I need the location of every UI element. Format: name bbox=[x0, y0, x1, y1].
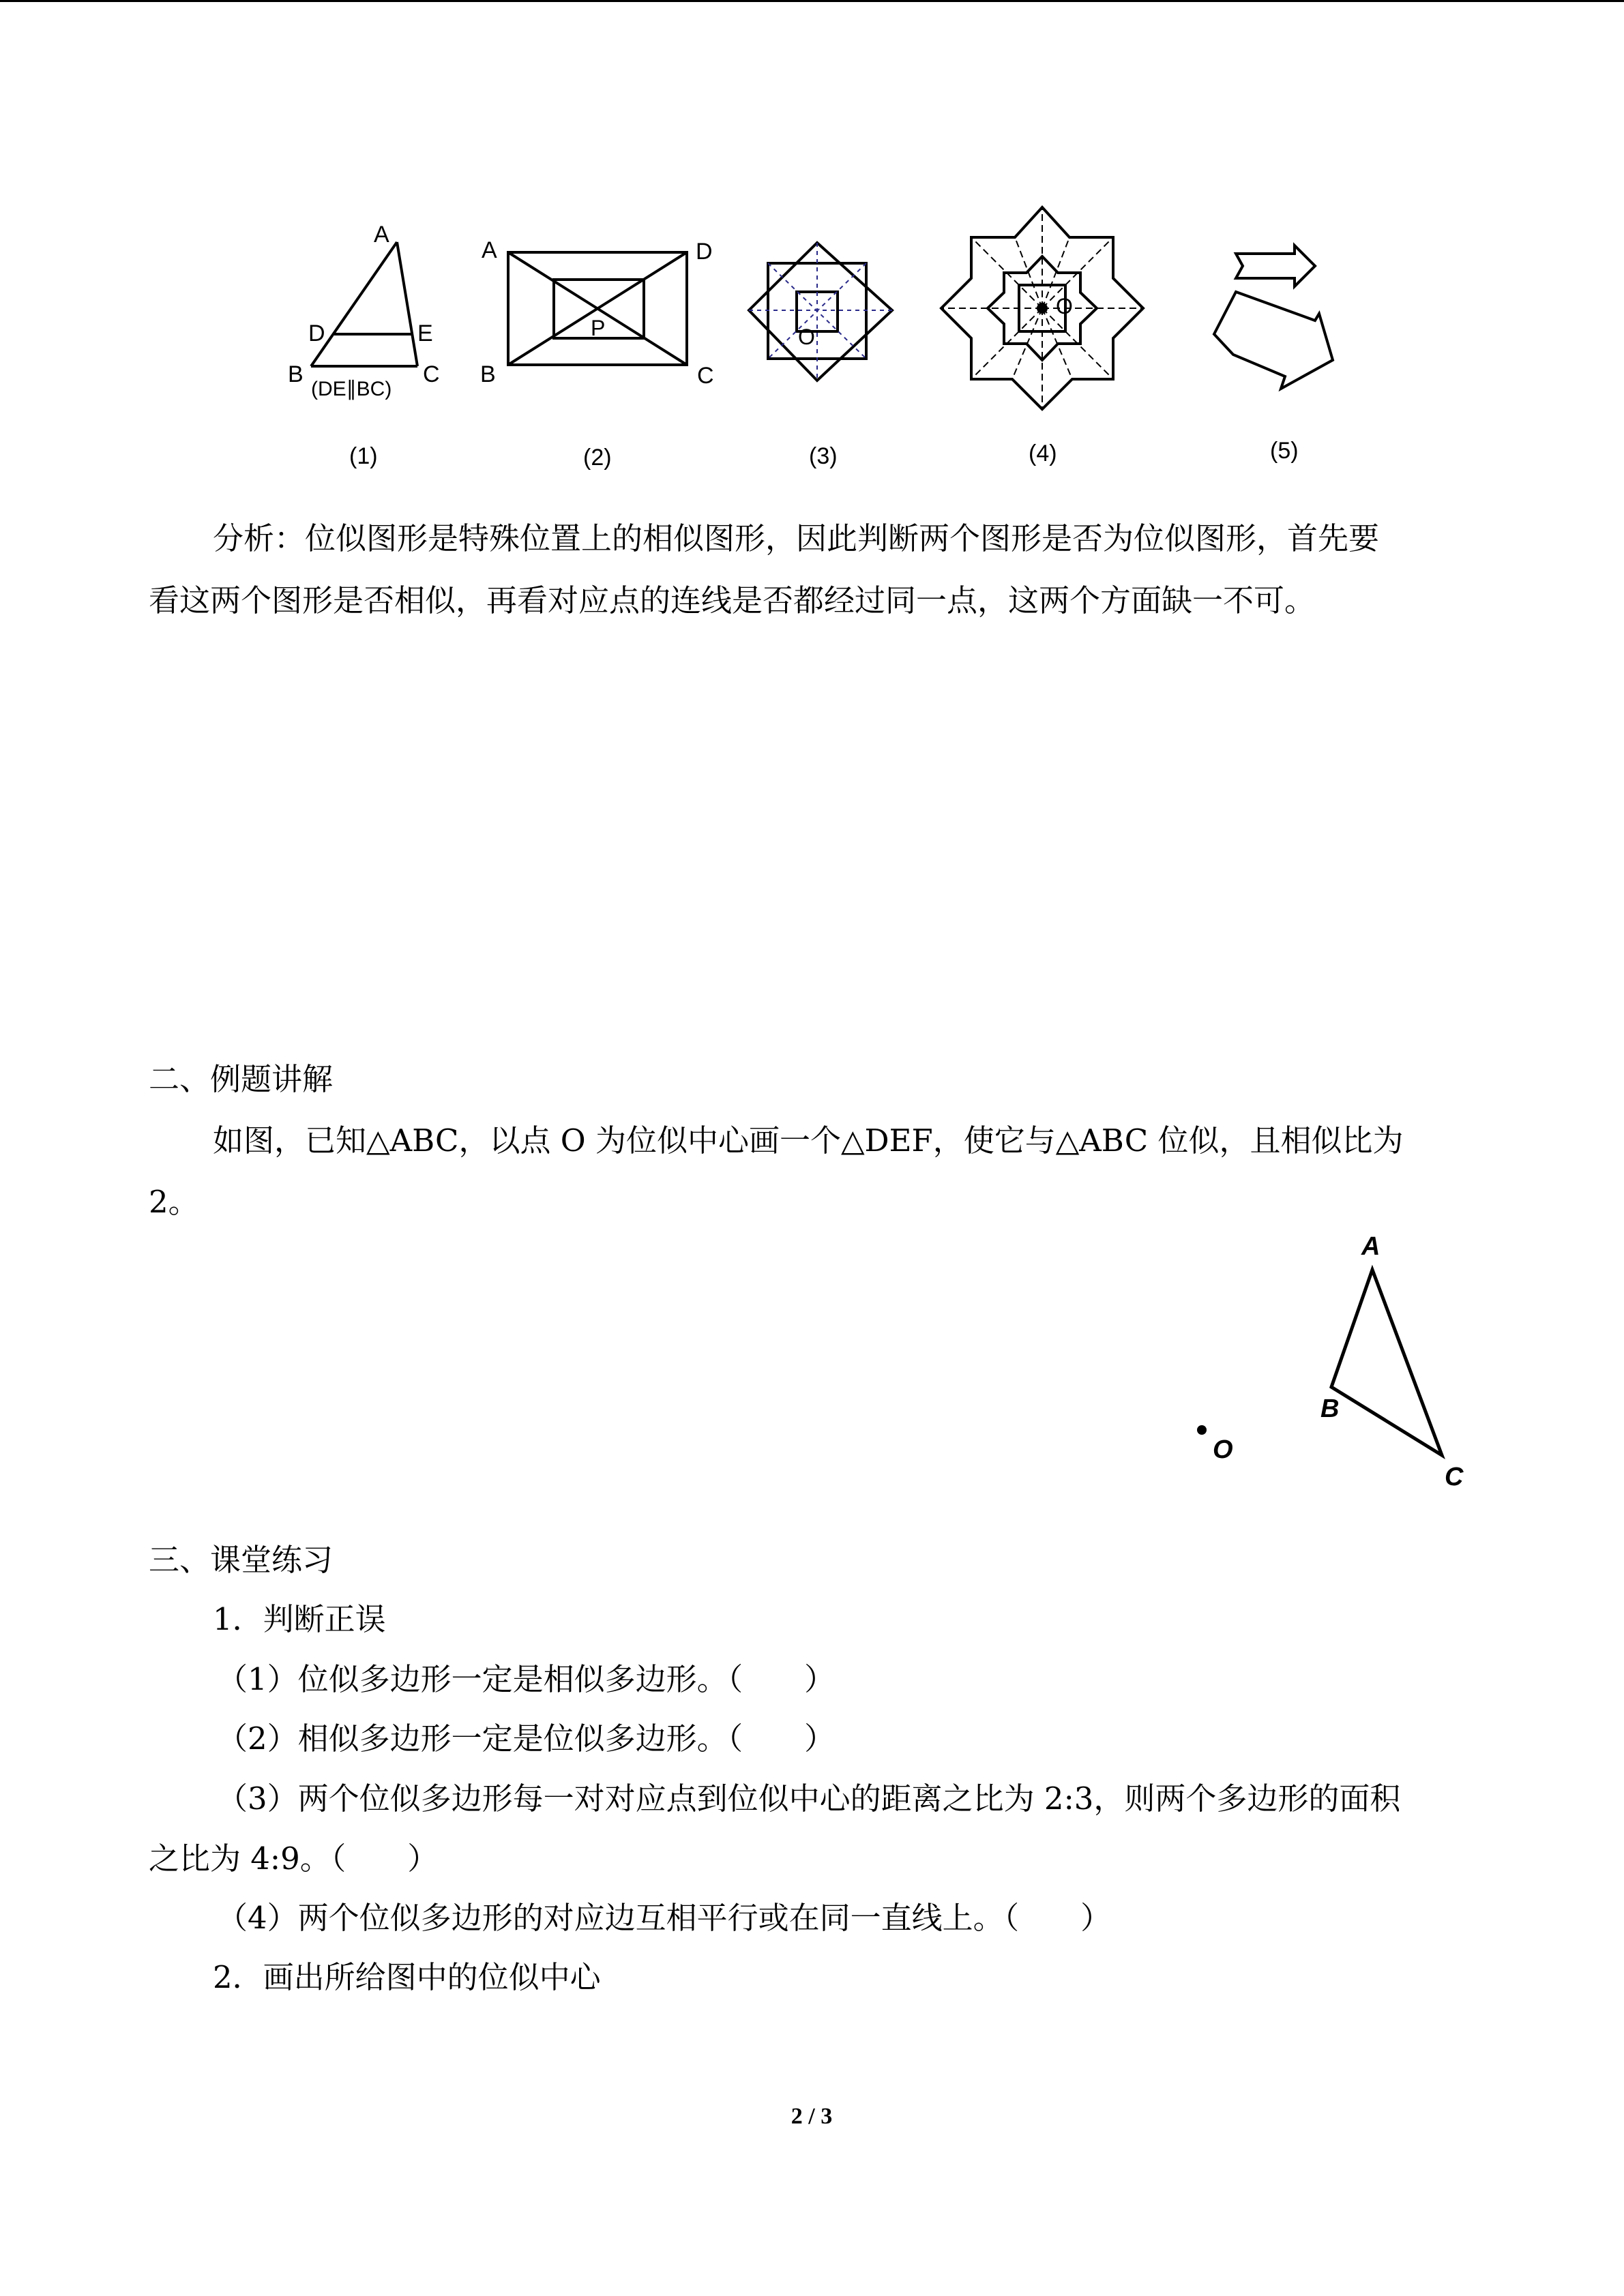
fig4-center-dot bbox=[1037, 303, 1048, 314]
fig2-caption: (2) bbox=[583, 445, 612, 471]
fig1-note: (DE∥BC) bbox=[311, 378, 392, 400]
label-a: A bbox=[1361, 1232, 1381, 1261]
judge-item-4: （4）两个位似多边形的对应边互相平行或在同一直线上。（ ） bbox=[217, 1900, 1112, 1936]
fig2-label-a: A bbox=[482, 237, 497, 263]
figure-2-rectangles bbox=[508, 252, 687, 365]
figure-3-squares bbox=[749, 243, 892, 381]
triangle-abc bbox=[1331, 1270, 1442, 1455]
analysis-line-1: 分析：位似图形是特殊位置上的相似图形，因此判断两个图形是否为位似图形，首先要 bbox=[213, 520, 1380, 556]
page-number: 2 / 3 bbox=[791, 2104, 833, 2129]
fig1-label-b: B bbox=[288, 361, 304, 387]
figures-row bbox=[0, 0, 1624, 491]
fig3-label-o: O bbox=[798, 325, 815, 349]
label-b: B bbox=[1320, 1395, 1340, 1423]
figure-1-triangle bbox=[311, 242, 417, 366]
question-1: 1．判断正误 bbox=[213, 1601, 386, 1637]
judge-item-1: （1）位似多边形一定是相似多边形。（ ） bbox=[217, 1661, 836, 1697]
question-2: 2．画出所给图中的位似中心 bbox=[213, 1959, 601, 1995]
center-point-o bbox=[1197, 1425, 1207, 1435]
fig5-caption: (5) bbox=[1270, 438, 1299, 464]
example-triangle-figure bbox=[1160, 1221, 1541, 1507]
judge-item-3: （3）两个位似多边形每一对对应点到位似中心的距离之比为 2:3，则两个多边形的面积 bbox=[217, 1780, 1401, 1817]
figure-5-arrows bbox=[1214, 245, 1333, 389]
judge-item-3-cont: 之比为 4:9。（ ） bbox=[149, 1840, 439, 1877]
fig2-label-d: D bbox=[696, 239, 713, 265]
section2-heading: 二、例题讲解 bbox=[149, 1061, 334, 1097]
fig1-label-c: C bbox=[423, 361, 440, 387]
label-o: O bbox=[1213, 1435, 1233, 1464]
section2-line-2: 2。 bbox=[149, 1184, 199, 1220]
fig4-caption: (4) bbox=[1029, 441, 1057, 466]
fig3-caption: (3) bbox=[809, 443, 838, 469]
fig2-label-c: C bbox=[697, 363, 714, 389]
analysis-line-2: 看这两个图形是否相似，再看对应点的连线是否都经过同一点，这两个方面缺一不可。 bbox=[149, 582, 1316, 618]
judge-item-2: （2）相似多边形一定是位似多边形。（ ） bbox=[217, 1720, 836, 1757]
fig1-caption: (1) bbox=[349, 443, 378, 469]
fig1-label-a: A bbox=[374, 222, 389, 248]
section3-heading: 三、课堂练习 bbox=[149, 1542, 334, 1578]
fig4-label-o: O bbox=[1056, 294, 1073, 318]
fig2-label-b: B bbox=[480, 361, 496, 387]
section2-line-1: 如图，已知△ABC，以点 O 为位似中心画一个△DEF，使它与△ABC 位似，且相似比为 bbox=[213, 1122, 1404, 1159]
label-c: C bbox=[1445, 1463, 1464, 1491]
fig2-label-p: P bbox=[591, 316, 606, 340]
fig1-label-e: E bbox=[417, 320, 433, 346]
fig1-label-d: D bbox=[308, 320, 325, 346]
